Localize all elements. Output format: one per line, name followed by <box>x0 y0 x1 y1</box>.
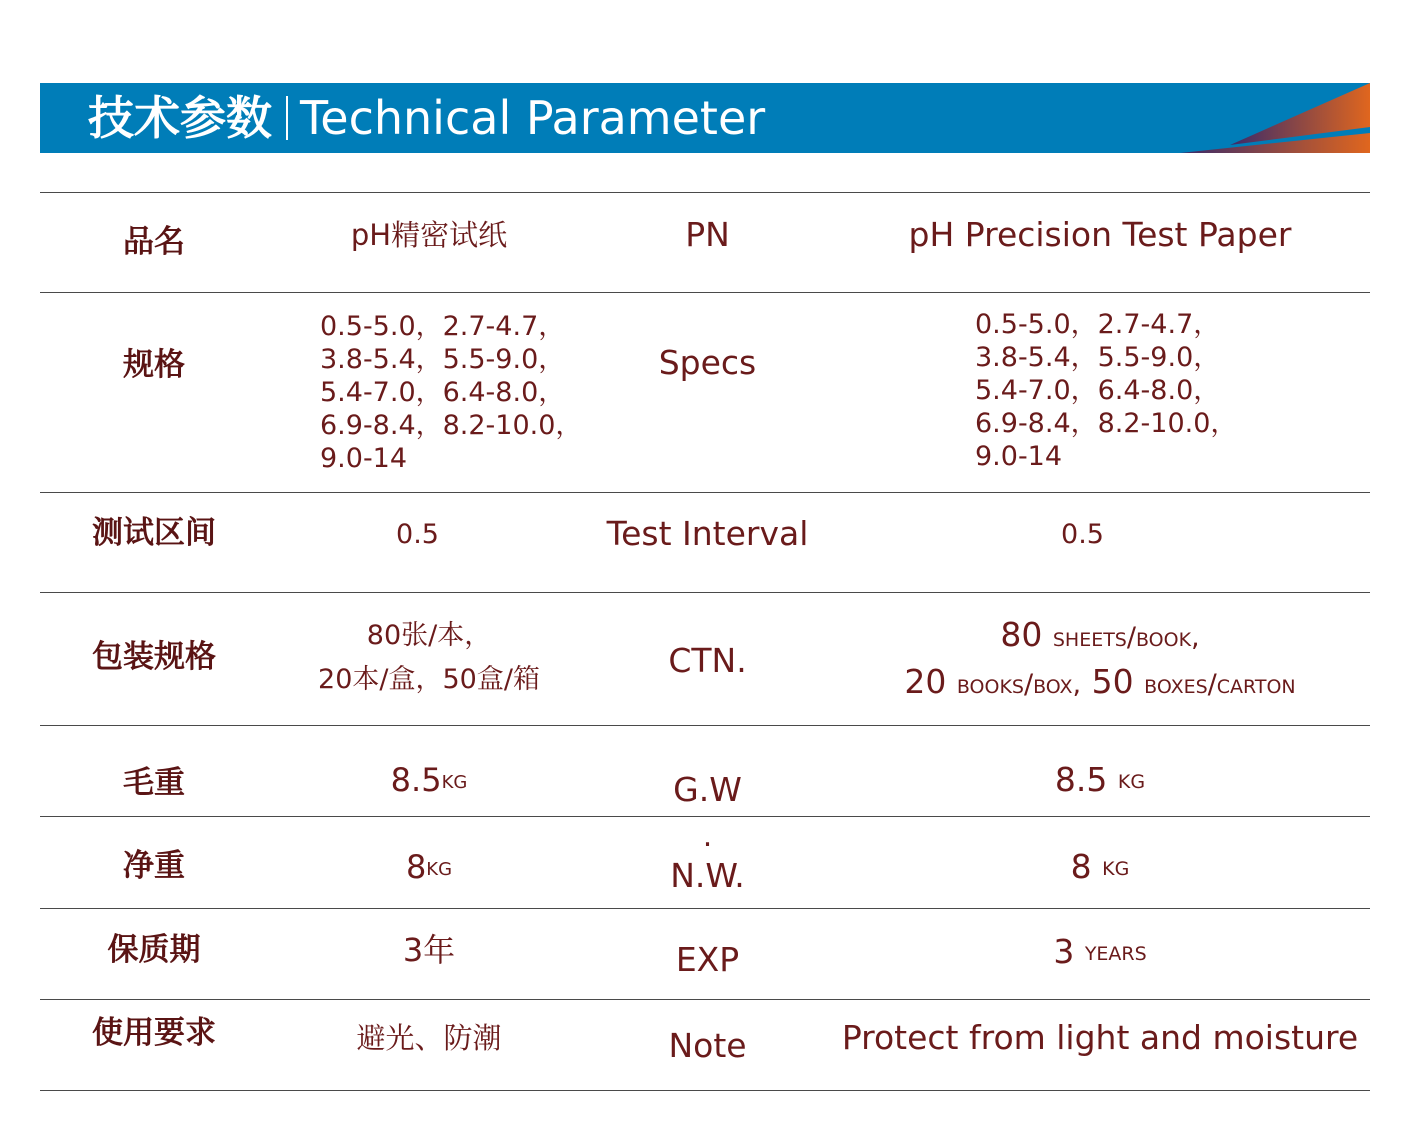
section-banner <box>40 83 1370 153</box>
row-divider <box>40 999 1370 1000</box>
value-zh-specs <box>320 308 583 476</box>
value-zh-net-weight: 8 kg <box>405 848 453 886</box>
section-title <box>88 83 765 153</box>
spec-line: 3.8-5.4，5.5-9.0， <box>975 341 1221 373</box>
label-en-shelf-life: EXP <box>675 940 740 980</box>
packaging-line: 80 sheets/book, <box>1000 615 1200 654</box>
value-zh-shelf-life: 3年 <box>402 931 456 969</box>
value-zh-usage: 避光、防潮 <box>356 1020 502 1055</box>
label-en-packaging: CTN. <box>668 641 747 681</box>
packaging-line: 80张/本， <box>366 620 492 651</box>
label-en-usage: Note <box>668 1026 747 1066</box>
label-zh-packaging: 包装规格 <box>92 638 216 675</box>
value-en-shelf-life: 3 years <box>1053 932 1147 972</box>
label-zh-specs: 规格 <box>123 346 185 383</box>
value-en-usage: Protect from light and moisture <box>841 1018 1359 1058</box>
spec-line: 3.8-5.4，5.5-9.0， <box>320 343 566 375</box>
packaging-line: 20 books/box, 50 boxes/carton <box>904 662 1296 701</box>
banner-stripe-decoration <box>1170 83 1370 153</box>
spec-line: 0.5-5.0，2.7-4.7， <box>320 310 566 342</box>
spec-line: 5.4-7.0，6.4-8.0， <box>320 376 566 408</box>
value-en-packaging <box>830 610 1370 710</box>
value-en-gross-weight: 8.5 kg <box>1054 760 1146 800</box>
spec-line: 5.4-7.0，6.4-8.0， <box>975 374 1221 406</box>
label-en-gross-weight: G.W <box>673 770 742 810</box>
row-divider <box>40 492 1370 493</box>
value-en-net-weight: 8 kg <box>1070 847 1130 887</box>
row-divider <box>40 592 1370 593</box>
value-en-specs <box>975 306 1275 474</box>
row-divider <box>40 192 1370 193</box>
value-zh-product-name: pH精密试纸 <box>350 217 508 252</box>
packaging-line: 20本/盒，50盒/箱 <box>318 664 540 695</box>
label-en-net-weight: N.W. <box>670 856 745 896</box>
label-zh-shelf-life: 保质期 <box>107 931 201 968</box>
label-en-test-interval: Test Interval <box>606 514 809 554</box>
value-en-product-name: pH Precision Test Paper <box>908 215 1292 255</box>
label-zh-gross-weight: 毛重 <box>123 764 185 801</box>
row-divider <box>40 292 1370 293</box>
label-zh-product-name: 品名 <box>123 223 185 260</box>
label-en-dot: . <box>702 819 713 855</box>
spec-line: 6.9-8.4，8.2-10.0， <box>320 409 583 441</box>
value-zh-packaging <box>278 608 580 708</box>
label-zh-test-interval: 测试区间 <box>92 514 216 551</box>
row-divider <box>40 725 1370 726</box>
spec-line: 6.9-8.4，8.2-10.0， <box>975 407 1238 439</box>
label-en-specs: Specs <box>658 343 757 383</box>
spec-line: 0.5-5.0，2.7-4.7， <box>975 308 1221 340</box>
value-en-test-interval: 0.5 <box>1061 519 1104 551</box>
section-title-zh: 技术参数 <box>88 91 272 145</box>
value-zh-test-interval: 0.5 <box>396 519 439 551</box>
label-zh-usage: 使用要求 <box>92 1014 216 1051</box>
section-title-en: Technical Parameter <box>300 91 766 145</box>
label-en-product-name: PN <box>685 215 730 255</box>
row-divider <box>40 908 1370 909</box>
spec-line: 9.0-14 <box>975 440 1063 472</box>
row-divider <box>40 1090 1370 1091</box>
label-zh-net-weight: 净重 <box>123 847 185 884</box>
spec-line: 9.0-14 <box>320 442 408 474</box>
value-zh-gross-weight: 8.5 kg <box>390 761 468 799</box>
title-separator <box>286 96 288 140</box>
